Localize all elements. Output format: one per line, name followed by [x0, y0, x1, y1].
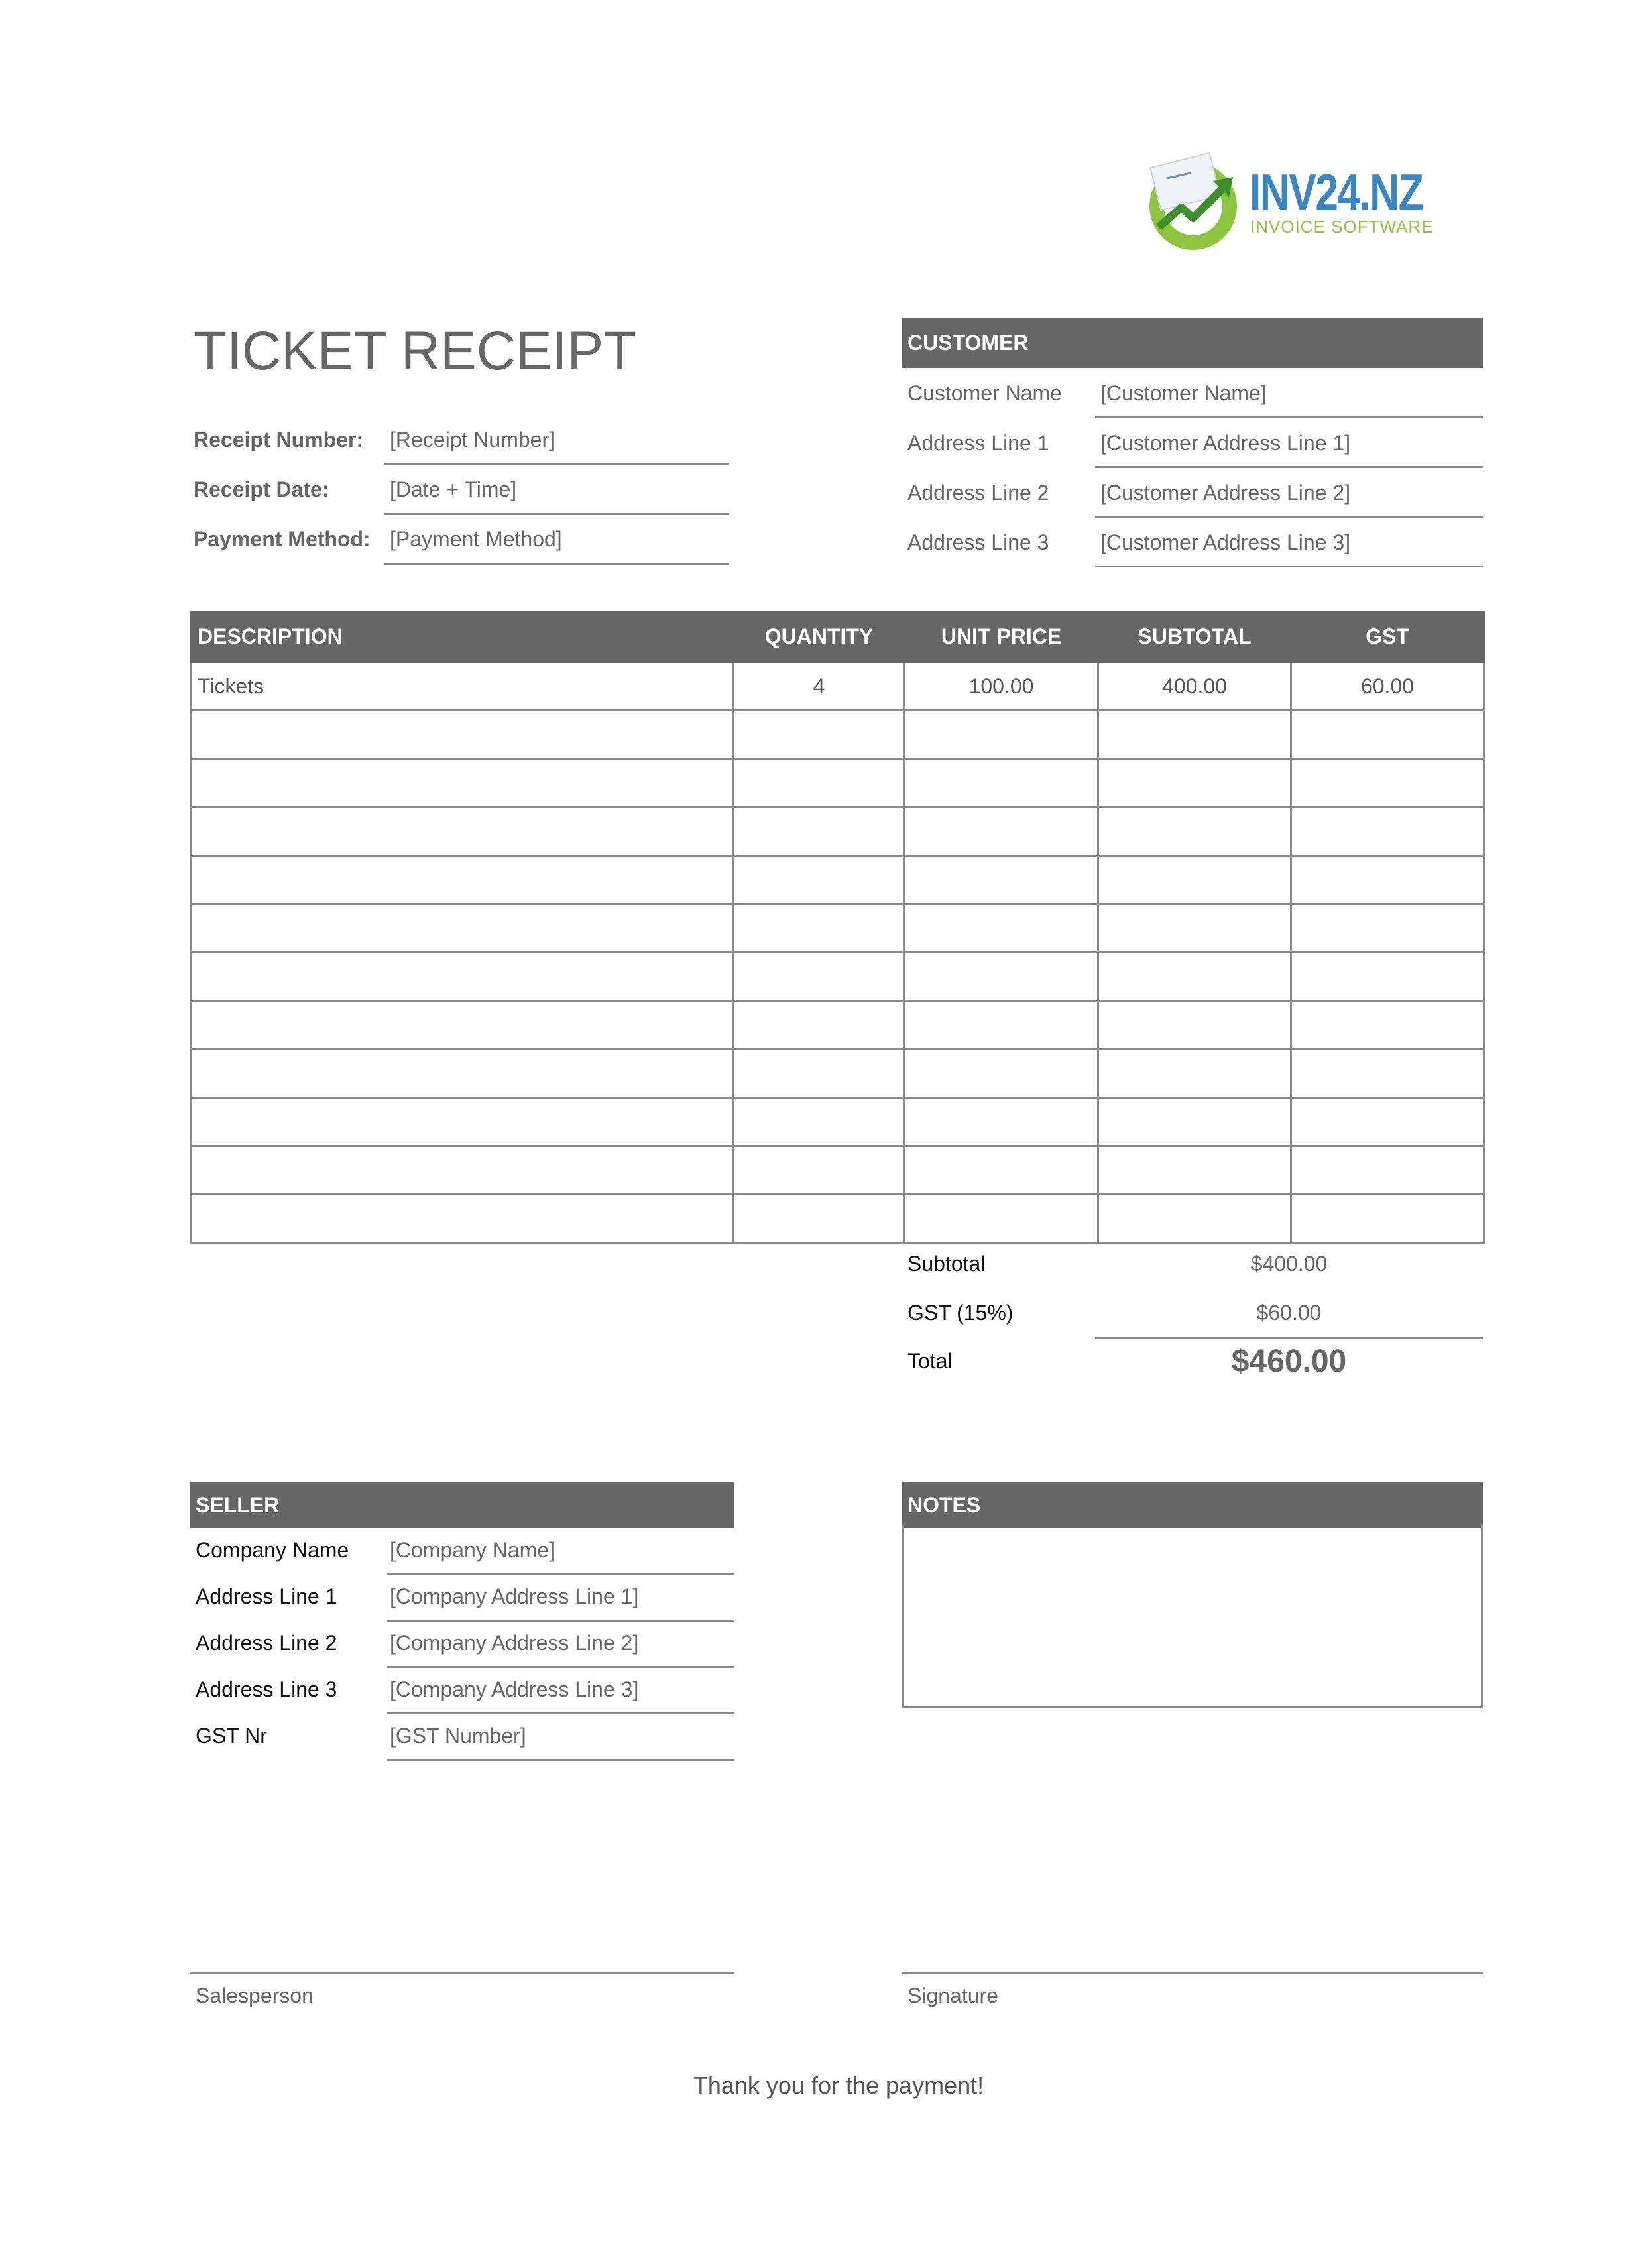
empty-cell[interactable] — [734, 856, 905, 904]
customer-address2-underline — [1095, 516, 1483, 518]
item-quantity[interactable]: 4 — [734, 662, 905, 711]
gst-value: $60.00 — [1256, 1301, 1322, 1325]
empty-cell[interactable] — [734, 1146, 905, 1195]
empty-cell — [1291, 711, 1484, 759]
customer-header: CUSTOMER — [902, 318, 1483, 368]
empty-cell[interactable] — [734, 759, 905, 807]
seller-address2-value[interactable]: [Company Address Line 2] — [390, 1631, 639, 1655]
seller-address3-label: Address Line 3 — [196, 1677, 337, 1701]
receipt-date-value[interactable]: [Date + Time] — [390, 477, 517, 501]
notes-box[interactable] — [902, 1524, 1483, 1708]
empty-cell — [1291, 1098, 1484, 1146]
empty-cell — [1098, 904, 1291, 953]
customer-address1-label: Address Line 1 — [907, 431, 1049, 455]
customer-address3-value[interactable]: [Customer Address Line 3] — [1100, 530, 1351, 554]
empty-cell[interactable] — [192, 807, 734, 856]
col-unit-price-header: UNIT PRICE — [905, 612, 1098, 662]
empty-cell — [1098, 807, 1291, 856]
empty-cell[interactable] — [192, 856, 734, 904]
table-row-empty — [192, 759, 1484, 807]
table-row — [192, 662, 1484, 711]
total-value: $460.00 — [1231, 1344, 1347, 1379]
payment-method-underline — [384, 563, 729, 565]
receipt-number-value[interactable]: [Receipt Number] — [390, 428, 555, 451]
empty-cell[interactable] — [905, 1001, 1098, 1049]
customer-name-underline — [1095, 416, 1483, 418]
empty-cell[interactable] — [905, 904, 1098, 953]
seller-gst-value[interactable]: [GST Number] — [390, 1724, 526, 1748]
items-table — [190, 611, 1485, 1244]
payment-method-label: Payment Method: — [194, 527, 371, 551]
seller-company-value[interactable]: [Company Name] — [390, 1538, 555, 1562]
table-row-empty — [192, 953, 1484, 1001]
seller-address1-underline — [387, 1620, 734, 1622]
col-gst-header: GST — [1291, 612, 1484, 662]
empty-cell[interactable] — [192, 711, 734, 759]
receipt-date-underline — [384, 513, 729, 515]
page-title: TICKET RECEIPT — [194, 321, 637, 381]
empty-cell — [1098, 1098, 1291, 1146]
empty-cell[interactable] — [905, 1146, 1098, 1195]
empty-cell[interactable] — [192, 904, 734, 953]
salesperson-line — [190, 1972, 734, 1974]
empty-cell[interactable] — [192, 1195, 734, 1243]
empty-cell — [1291, 1001, 1484, 1049]
empty-cell — [1098, 953, 1291, 1001]
empty-cell[interactable] — [905, 711, 1098, 759]
empty-cell[interactable] — [734, 953, 905, 1001]
logo-emblem-icon — [1140, 149, 1246, 255]
logo-tagline: INVOICE SOFTWARE — [1250, 217, 1434, 237]
seller-gst-label: GST Nr — [196, 1724, 267, 1748]
total-label: Total — [907, 1349, 953, 1373]
signature-line — [902, 1972, 1483, 1974]
empty-cell — [1291, 953, 1484, 1001]
seller-address1-value[interactable]: [Company Address Line 1] — [390, 1584, 639, 1608]
seller-company-underline — [387, 1573, 734, 1575]
company-logo — [1140, 149, 1458, 255]
customer-address3-label: Address Line 3 — [907, 530, 1049, 554]
empty-cell[interactable] — [734, 1001, 905, 1049]
customer-address2-label: Address Line 2 — [907, 481, 1049, 505]
empty-cell — [1291, 759, 1484, 807]
table-row-empty — [192, 1049, 1484, 1098]
empty-cell[interactable] — [734, 904, 905, 953]
empty-cell[interactable] — [734, 1098, 905, 1146]
customer-address3-underline — [1095, 566, 1483, 567]
col-description-header: DESCRIPTION — [192, 612, 734, 662]
empty-cell[interactable] — [905, 1049, 1098, 1098]
item-unit-price[interactable]: 100.00 — [905, 662, 1098, 711]
empty-cell — [1098, 1049, 1291, 1098]
subtotal-label: Subtotal — [907, 1252, 986, 1276]
table-row-empty — [192, 807, 1484, 856]
empty-cell[interactable] — [905, 807, 1098, 856]
col-subtotal-header: SUBTOTAL — [1098, 612, 1291, 662]
empty-cell — [1098, 856, 1291, 904]
notes-header: NOTES — [902, 1482, 1483, 1528]
empty-cell[interactable] — [192, 759, 734, 807]
table-row-empty — [192, 856, 1484, 904]
empty-cell — [1291, 904, 1484, 953]
gst-underline — [1095, 1337, 1483, 1339]
subtotal-value: $400.00 — [1250, 1252, 1328, 1276]
table-row-empty — [192, 1146, 1484, 1195]
customer-address1-value[interactable]: [Customer Address Line 1] — [1100, 431, 1351, 455]
empty-cell — [1291, 1195, 1484, 1243]
customer-address1-underline — [1095, 466, 1483, 468]
logo-name: INV24.NZ — [1250, 163, 1423, 221]
empty-cell — [1291, 1146, 1484, 1195]
customer-name-label: Customer Name — [907, 381, 1062, 405]
gst-label: GST (15%) — [907, 1301, 1014, 1325]
col-quantity-header: QUANTITY — [734, 612, 905, 662]
empty-cell[interactable] — [905, 953, 1098, 1001]
empty-cell — [1098, 759, 1291, 807]
empty-cell — [1291, 1049, 1484, 1098]
items-header-row — [192, 612, 1484, 662]
empty-cell[interactable] — [905, 856, 1098, 904]
seller-address3-underline — [387, 1712, 734, 1714]
empty-cell[interactable] — [192, 1146, 734, 1195]
empty-cell[interactable] — [734, 1195, 905, 1243]
empty-cell[interactable] — [734, 1049, 905, 1098]
seller-address2-underline — [387, 1666, 734, 1668]
seller-address3-value[interactable]: [Company Address Line 3] — [390, 1677, 639, 1701]
table-row-empty — [192, 1195, 1484, 1243]
seller-header: SELLER — [190, 1482, 734, 1528]
seller-address2-label: Address Line 2 — [196, 1631, 337, 1655]
empty-cell[interactable] — [192, 1049, 734, 1098]
empty-cell — [1098, 1146, 1291, 1195]
signature-label: Signature — [907, 1984, 998, 2007]
seller-address1-label: Address Line 1 — [196, 1584, 337, 1608]
empty-cell[interactable] — [192, 1001, 734, 1049]
empty-cell[interactable] — [734, 807, 905, 856]
customer-name-value[interactable]: [Customer Name] — [1100, 381, 1267, 405]
empty-cell — [1098, 1001, 1291, 1049]
payment-method-value[interactable]: [Payment Method] — [390, 527, 562, 551]
salesperson-label: Salesperson — [196, 1984, 314, 2007]
empty-cell — [1291, 856, 1484, 904]
receipt-date-label: Receipt Date: — [194, 477, 329, 501]
seller-company-label: Company Name — [196, 1538, 349, 1562]
empty-cell[interactable] — [905, 1195, 1098, 1243]
receipt-number-label: Receipt Number: — [194, 428, 364, 451]
item-description[interactable]: Tickets — [192, 662, 734, 711]
table-row-empty — [192, 1098, 1484, 1146]
empty-cell — [1098, 1195, 1291, 1243]
empty-cell — [1098, 711, 1291, 759]
footer-message: Thank you for the payment! — [693, 2072, 984, 2099]
customer-address2-value[interactable]: [Customer Address Line 2] — [1100, 481, 1351, 505]
seller-gst-underline — [387, 1759, 734, 1761]
empty-cell[interactable] — [734, 711, 905, 759]
empty-cell[interactable] — [192, 1098, 734, 1146]
receipt-number-underline — [384, 463, 729, 465]
empty-cell — [1291, 807, 1484, 856]
item-gst: 60.00 — [1291, 662, 1484, 711]
table-row-empty — [192, 711, 1484, 759]
table-row-empty — [192, 1001, 1484, 1049]
empty-cell[interactable] — [905, 1098, 1098, 1146]
empty-cell[interactable] — [905, 759, 1098, 807]
table-row-empty — [192, 904, 1484, 953]
empty-cell[interactable] — [192, 953, 734, 1001]
item-subtotal: 400.00 — [1098, 662, 1291, 711]
